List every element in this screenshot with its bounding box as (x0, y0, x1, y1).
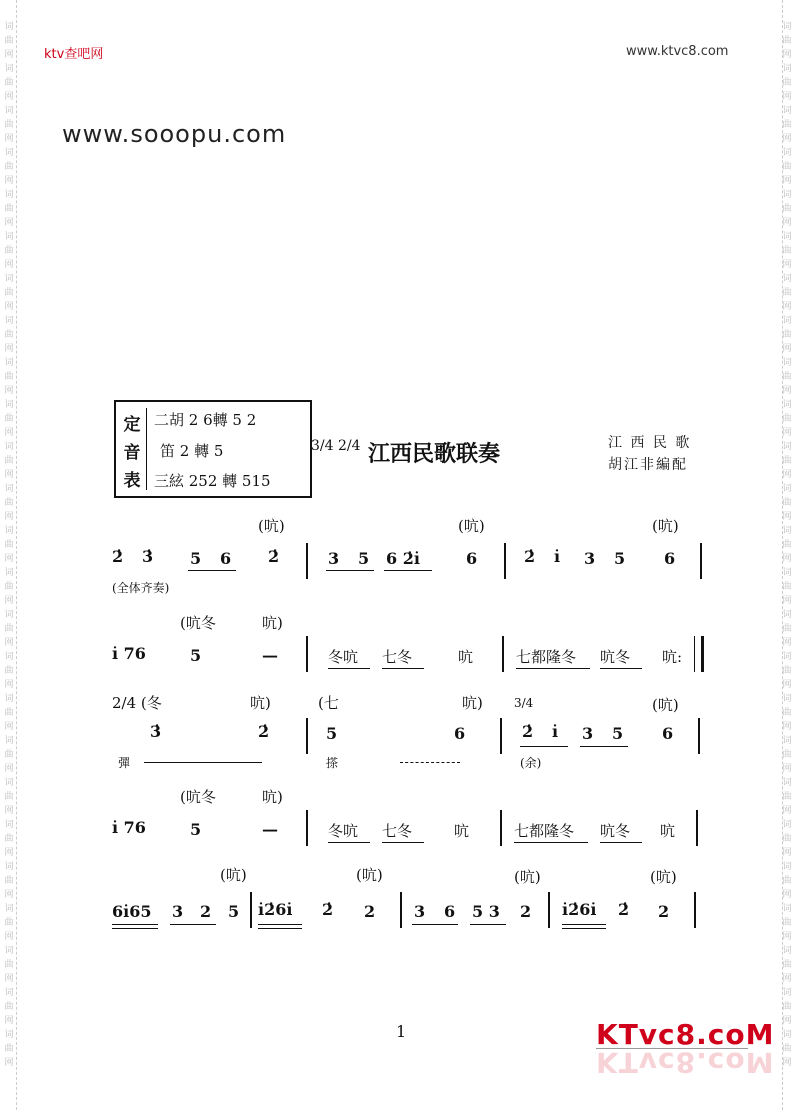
lyric: (吭) (220, 866, 247, 884)
annotation: (全体齐奏) (112, 581, 170, 595)
note: 2̇ (268, 547, 280, 566)
beam (384, 570, 432, 571)
page-number: 1 (396, 1022, 407, 1041)
score-system-2 (110, 612, 710, 672)
time-signature: 3/4 2/4 (311, 438, 361, 454)
right-side-marks: 词曲网 词曲网 词曲网 词曲网 词曲网 词曲网 词曲网 词曲网 词曲网 词曲网 词曲网 词曲网 词曲网 词曲网 词曲网 词曲网 词曲网 词曲网 词曲网 词曲网 词曲网 词曲网 词曲网 词曲网 词曲网 (782, 22, 792, 1068)
lyric: 七冬 (382, 822, 413, 840)
lyric: 冬吭 (328, 648, 359, 666)
beam (258, 924, 302, 925)
beam (326, 570, 374, 571)
lyric: 吭) (462, 694, 483, 712)
site-logo[interactable]: KTvc8.coM (596, 1018, 775, 1051)
left-side-marks: 词曲网 词曲网 词曲网 词曲网 词曲网 词曲网 词曲网 词曲网 词曲网 词曲网 词曲网 词曲网 词曲网 词曲网 词曲网 词曲网 词曲网 词曲网 词曲网 词曲网 词曲网 词曲网 词曲网 词曲网 词曲网 (4, 22, 14, 1068)
note: 5 (326, 724, 338, 743)
credit-arranger: 胡江非編配 (608, 457, 688, 473)
note: 3 (328, 549, 340, 568)
header-site-right[interactable]: www.ktvc8.com (626, 44, 729, 59)
beam (188, 570, 236, 571)
beam (520, 746, 568, 747)
lyric: (吭) (514, 868, 541, 886)
note: 2̇ (524, 547, 536, 566)
meter-change: 3/4 (514, 696, 534, 710)
lyric: 吭冬 (600, 648, 631, 666)
note: i̇2̇6i̇ (562, 900, 597, 919)
note: 5 (228, 902, 240, 921)
repeat-barline (694, 636, 704, 672)
header-site-left[interactable]: ktv查吧网 (44, 47, 104, 62)
note: 3 (582, 724, 594, 743)
tuning-label-3: 表 (123, 471, 141, 491)
lyric: 吭 (454, 822, 470, 840)
score-system-5 (110, 864, 710, 940)
beam (382, 842, 424, 843)
barline (500, 718, 502, 754)
note: 2 (520, 902, 532, 921)
note: 2̇ (322, 900, 334, 919)
lyric: (七 (318, 694, 339, 712)
barline (700, 543, 702, 579)
beam (562, 928, 606, 929)
score-system-3 (110, 690, 710, 770)
glissando-line (400, 762, 460, 763)
note: 5 3 (472, 902, 500, 921)
lyric: (吭冬 (180, 788, 216, 806)
note: i̇ 76 (112, 644, 146, 663)
lyric: 吭 (660, 822, 676, 840)
beam (412, 924, 458, 925)
beam (112, 924, 158, 925)
note: — (262, 820, 278, 839)
beam (562, 924, 606, 925)
lyric: 七都隆冬 (514, 822, 575, 840)
lyric: 吭冬 (600, 822, 631, 840)
note: 2̇ (258, 722, 270, 741)
note: i̇ (554, 547, 561, 566)
barline (306, 718, 308, 754)
lyric: 2/4 (冬 (112, 694, 162, 712)
note: 6 (662, 724, 674, 743)
tuning-label-1: 定 (123, 415, 141, 435)
lyric: 吭) (250, 694, 271, 712)
annotation: 搽 (326, 756, 339, 770)
tuning-label-2: 音 (123, 443, 141, 463)
lyric: 冬吭 (328, 822, 359, 840)
site-logo-reflection: KTvc8.coM (596, 1046, 775, 1079)
beam (600, 842, 642, 843)
lyric: 吭) (262, 614, 283, 632)
note: 3 (414, 902, 426, 921)
lyric: 七都隆冬 (516, 648, 577, 666)
barline (500, 810, 502, 846)
beam (580, 746, 628, 747)
note: 6 (220, 549, 232, 568)
lyric: 七冬 (382, 648, 413, 666)
lyric: (吭) (652, 696, 679, 714)
note: 2̇ (522, 722, 534, 741)
lyric: (吭) (356, 866, 383, 884)
note: 2 (200, 902, 212, 921)
lyric: (吭冬 (180, 614, 216, 632)
barline (400, 892, 402, 928)
note: 5 (358, 549, 370, 568)
note: 2 (364, 902, 376, 921)
barline (306, 543, 308, 579)
note: 3 (172, 902, 184, 921)
note: 6 (444, 902, 456, 921)
tuning-row-erhu: 二胡 2 6轉 5 2 (154, 411, 257, 429)
note: 5 (190, 646, 202, 665)
score-system-4 (110, 786, 710, 846)
beam (170, 924, 216, 925)
beam (382, 668, 424, 669)
note: 5 (190, 549, 202, 568)
beam (258, 928, 302, 929)
tuning-row-sanxian: 三絃 252 轉 515 (154, 472, 271, 490)
barline (694, 892, 696, 928)
note: 3̇ (150, 722, 162, 741)
note: 6 (466, 549, 478, 568)
beam (600, 668, 642, 669)
note: 6i̇65 (112, 902, 152, 921)
glissando-line (144, 762, 262, 763)
note: 6 2̇i̇ (386, 549, 420, 568)
lyric: 吭 (458, 648, 474, 666)
score-title: 江西民歌联奏 (368, 442, 501, 467)
barline (502, 636, 504, 672)
barline (548, 892, 550, 928)
barline (698, 718, 700, 754)
lyric: (吭) (258, 517, 285, 535)
note: i̇ 76 (112, 818, 146, 837)
barline (696, 810, 698, 846)
note: 6 (454, 724, 466, 743)
score-system-1 (110, 515, 710, 595)
beam (514, 842, 588, 843)
note: 2 (658, 902, 670, 921)
lyric: (吭) (650, 868, 677, 886)
note: i̇2̇6i̇ (258, 900, 293, 919)
note: 2̇ (112, 547, 124, 566)
barline (250, 892, 252, 928)
tuning-row-flute: 笛 2 轉 5 (160, 442, 224, 460)
note: 5 (614, 549, 626, 568)
note: 5 (612, 724, 624, 743)
tuning-divider (146, 408, 147, 490)
beam (328, 668, 370, 669)
beam (328, 842, 370, 843)
barline (306, 636, 308, 672)
annotation: 彈 (118, 756, 131, 770)
note: 3̇ (142, 547, 154, 566)
lyric: (吭) (458, 517, 485, 535)
beam (516, 668, 590, 669)
lyric: 吭: (662, 648, 683, 666)
note: 6 (664, 549, 676, 568)
note: 2̇ (618, 900, 630, 919)
barline (504, 543, 506, 579)
note: — (262, 646, 278, 665)
lyric: 吭) (262, 788, 283, 806)
note: 3 (584, 549, 596, 568)
credit-origin: 江 西 民 歌 (608, 435, 692, 451)
left-dashed-border (16, 0, 17, 1110)
tuning-table (114, 400, 312, 498)
note: 5 (190, 820, 202, 839)
note: i̇ (552, 722, 559, 741)
beam (470, 924, 506, 925)
annotation: (余) (520, 756, 542, 770)
lyric: (吭) (652, 517, 679, 535)
watermark-url: www.sooopu.com (62, 120, 287, 148)
beam (112, 928, 158, 929)
barline (306, 810, 308, 846)
